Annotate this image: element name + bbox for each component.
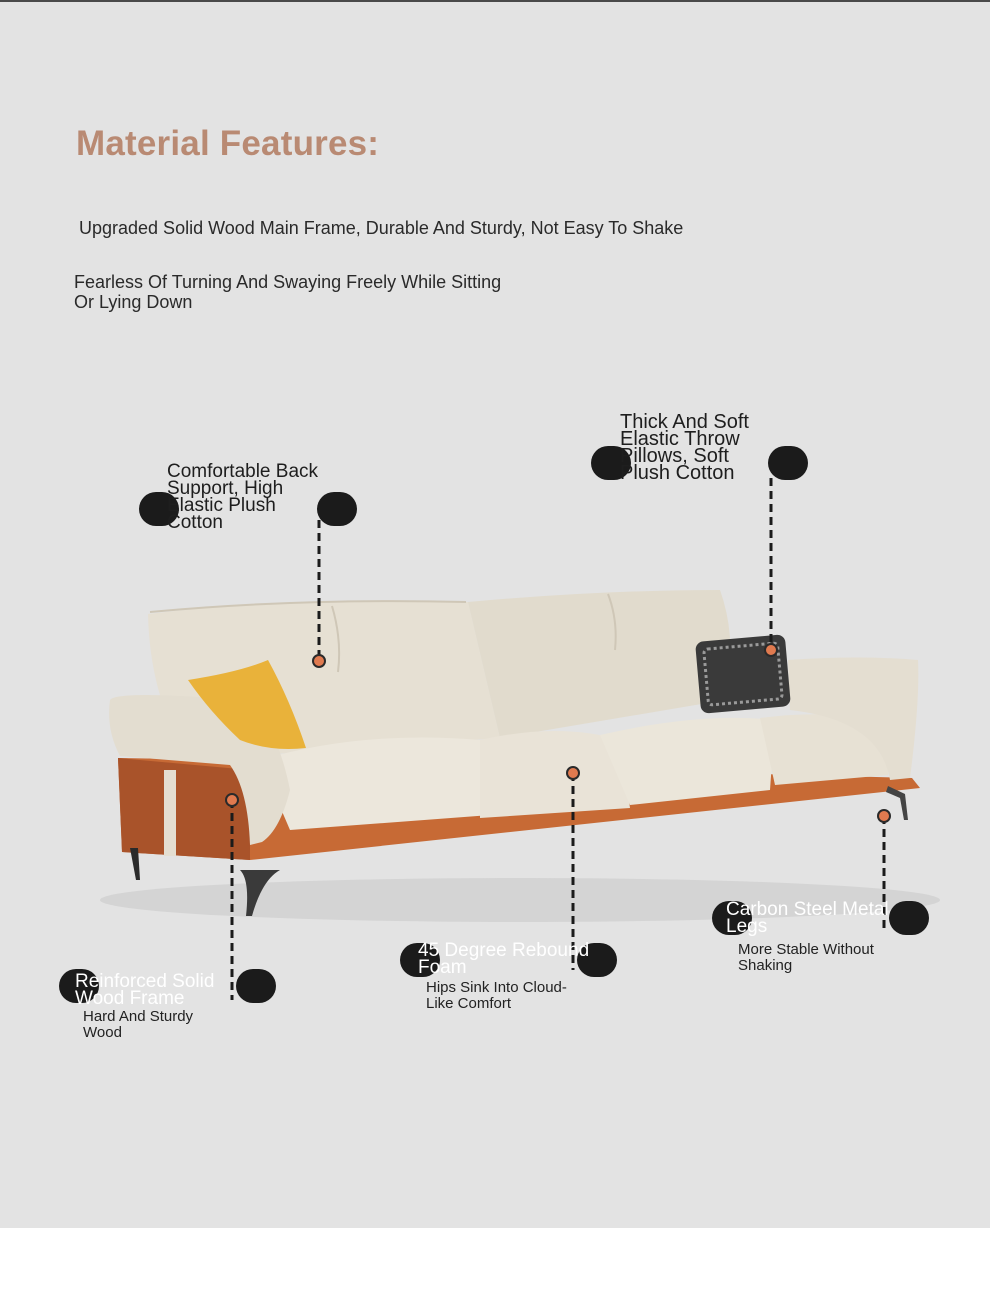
marker-foam <box>567 767 579 779</box>
page-title: Material Features: <box>76 124 380 163</box>
marker-legs <box>878 810 890 822</box>
callout-wood-frame-title: Reinforced Solid Wood Frame <box>75 971 215 1009</box>
leather-base-side <box>118 758 250 860</box>
callout-foam-title: 45 Degree Rebound Foam <box>418 940 590 978</box>
callout-bullet <box>768 446 808 480</box>
feature-line-1: Upgraded Solid Wood Main Frame, Durable And Sturdy, Not Easy To Shake <box>79 218 684 238</box>
marker-pillow <box>765 644 777 656</box>
leather-strap <box>164 770 176 856</box>
callout-wood-frame-sub: Hard And Sturdy Wood <box>83 1008 194 1041</box>
seat-cushion-3 <box>600 718 775 805</box>
marker-frame <box>226 794 238 806</box>
back-cushion-right <box>468 590 730 738</box>
callout-bullet <box>236 969 276 1003</box>
feature-line-2: Fearless Of Turning And Swaying Freely While Sitting Or Lying Down <box>74 272 502 312</box>
callout-throw-pillows: Thick And Soft Elastic Throw Pillows, Soft Plush Cotton <box>620 411 749 484</box>
callout-back-support: Comfortable Back Support, High Elastic Plush Cotton <box>167 461 319 533</box>
marker-back <box>313 655 325 667</box>
callout-carbon-legs-sub: More Stable Without Shaking <box>738 941 874 974</box>
callout-foam-sub: Hips Sink Into Cloud-Like Comfort <box>426 979 567 1012</box>
callout-carbon-legs-title: Carbon Steel Metal Legs <box>726 899 889 937</box>
